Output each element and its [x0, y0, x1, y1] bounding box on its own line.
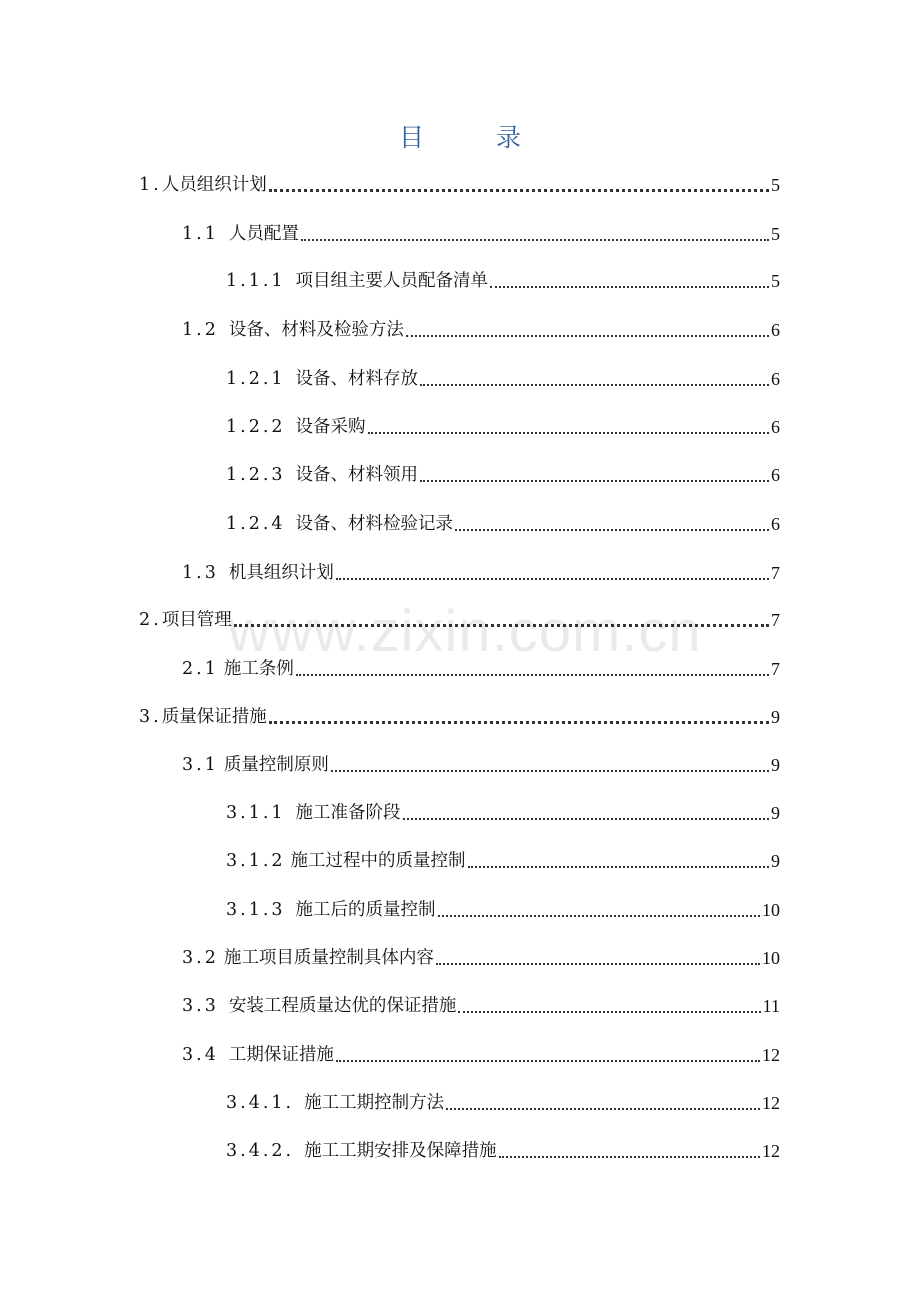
- toc-entry-number: 1.2.2: [226, 417, 286, 437]
- toc-entry-page-number: 12: [762, 1141, 780, 1161]
- toc-entry-title: 项目组主要人员配备清单: [295, 271, 489, 291]
- toc-entry-number: 3.: [139, 707, 162, 727]
- toc-title: [0, 116, 920, 156]
- toc-dot-leader: [301, 239, 769, 241]
- toc-entry-page-number: 10: [762, 900, 780, 920]
- toc-entry-number: 3.1.2: [226, 851, 286, 871]
- toc-entry-title: 施工条例: [223, 659, 294, 679]
- toc-entry-title: 质量控制原则: [223, 755, 329, 775]
- toc-entry[interactable]: [182, 945, 780, 971]
- toc-entry[interactable]: [182, 993, 780, 1019]
- toc-entry-number: 3.4: [182, 1045, 219, 1065]
- toc-dot-leader: [468, 866, 769, 868]
- toc-entry-title: 机具组织计划: [228, 563, 334, 583]
- toc-entry-page-number: 6: [771, 514, 780, 534]
- toc-dot-leader: [296, 674, 769, 676]
- toc-dot-leader: [446, 1108, 760, 1110]
- toc-dot-leader: [436, 963, 760, 965]
- toc-entry-page-number: 12: [762, 1045, 780, 1065]
- toc-entry-title: 人员配置: [228, 224, 299, 244]
- toc-title-char-1: 目: [398, 123, 424, 152]
- toc-entry-title: 施工准备阶段: [295, 803, 401, 823]
- toc-entry-page-number: 6: [771, 320, 780, 340]
- toc-entry-number: 1.2: [182, 320, 219, 340]
- toc-entry[interactable]: [182, 752, 780, 778]
- toc-entry-page-number: 11: [762, 996, 780, 1016]
- toc-entry-title: 施工工期安排及保障措施: [304, 1141, 497, 1161]
- toc-dot-leader: [420, 480, 769, 482]
- toc-entry-title: 设备、材料检验记录: [295, 514, 454, 534]
- toc-entry[interactable]: [182, 560, 780, 586]
- toc-dot-leader: [438, 915, 760, 917]
- toc-entry-page-number: 6: [771, 465, 780, 485]
- toc-entry-number: 1.2.1: [226, 369, 286, 389]
- toc-dot-leader: [331, 770, 769, 772]
- toc-dot-leader: [455, 529, 769, 531]
- toc-entry-number: 3.3: [182, 996, 219, 1016]
- toc-entry[interactable]: [226, 414, 780, 440]
- toc-entry[interactable]: [182, 656, 780, 682]
- watermark: www.zixin.com.cn: [228, 599, 702, 664]
- toc-dot-leader: [458, 1011, 760, 1013]
- toc-entry[interactable]: [182, 221, 780, 247]
- toc-entry-page-number: 7: [771, 610, 780, 630]
- toc-entry-page-number: 10: [762, 948, 780, 968]
- toc-dot-leader: [234, 624, 769, 627]
- toc-dot-leader: [336, 578, 769, 580]
- toc-entry-title: 设备、材料及检验方法: [228, 320, 404, 340]
- toc-dot-leader: [406, 335, 769, 337]
- toc-entry-number: 3.1.3: [226, 900, 286, 920]
- toc-entry-number: 1.1.1: [226, 271, 286, 291]
- toc-entry[interactable]: [139, 172, 780, 198]
- toc-entry[interactable]: [226, 1138, 780, 1164]
- toc-dot-leader: [269, 721, 769, 724]
- toc-entry-title: 施工工期控制方法: [304, 1093, 445, 1113]
- toc-entry-page-number: 9: [771, 707, 780, 727]
- toc-entry[interactable]: [139, 704, 780, 730]
- toc-entry-title: 设备采购: [295, 417, 366, 437]
- toc-entry[interactable]: [182, 317, 780, 343]
- toc-entry-page-number: 7: [771, 563, 780, 583]
- toc-title-char-2: 录: [496, 123, 522, 152]
- toc-entry-number: 2.: [139, 610, 162, 630]
- toc-entry-page-number: 9: [771, 851, 780, 871]
- toc-entry-title: 项目管理: [161, 610, 232, 630]
- toc-entry[interactable]: [182, 1042, 780, 1068]
- toc-entry-number: 3.2: [182, 948, 219, 968]
- toc-entry-page-number: 9: [771, 803, 780, 823]
- toc-entry[interactable]: [226, 462, 780, 488]
- toc-entry-number: 2.1: [182, 659, 219, 679]
- toc-dot-leader: [269, 189, 769, 192]
- toc-entry-number: 1.1: [182, 224, 219, 244]
- toc-entry-number: 3.4.1.: [226, 1093, 295, 1113]
- toc-entry-title: 安装工程质量达优的保证措施: [228, 996, 457, 1016]
- toc-entry-page-number: 6: [771, 417, 780, 437]
- toc-entry[interactable]: [226, 366, 780, 392]
- toc-entry-page-number: 9: [771, 755, 780, 775]
- toc-entry[interactable]: [226, 897, 780, 923]
- toc-entry-page-number: 7: [771, 659, 780, 679]
- toc-entry-page-number: 5: [771, 224, 780, 244]
- toc-entry-title: 设备、材料存放: [295, 369, 419, 389]
- toc-entry-title: 设备、材料领用: [295, 465, 419, 485]
- toc-dot-leader: [403, 818, 769, 820]
- toc-entry-title: 人员组织计划: [161, 175, 267, 195]
- toc-dot-leader: [336, 1060, 760, 1062]
- toc-entry-title: 施工项目质量控制具体内容: [223, 948, 434, 968]
- toc-entry-page-number: 6: [771, 369, 780, 389]
- toc-entry[interactable]: [139, 607, 780, 633]
- toc-entry-page-number: 12: [762, 1093, 780, 1113]
- toc-dot-leader: [499, 1156, 760, 1158]
- toc-entry-number: 1.2.4: [226, 514, 286, 534]
- toc-entry[interactable]: [226, 800, 780, 826]
- toc-entry-number: 1.: [139, 175, 162, 195]
- toc-entry-title: 质量保证措施: [161, 707, 267, 727]
- toc-dot-leader: [490, 286, 769, 288]
- toc-entry-number: 3.1.1: [226, 803, 286, 823]
- toc-entry-title: 工期保证措施: [228, 1045, 334, 1065]
- toc-entry-number: 1.3: [182, 563, 219, 583]
- toc-dot-leader: [420, 384, 769, 386]
- toc-entry-number: 3.4.2.: [226, 1141, 295, 1161]
- toc-entry-number: 1.2.3: [226, 465, 286, 485]
- toc-entry-number: 3.1: [182, 755, 219, 775]
- toc-entry[interactable]: [226, 268, 780, 294]
- toc-dot-leader: [368, 432, 769, 434]
- toc-entry-page-number: 5: [771, 271, 780, 291]
- toc-entry[interactable]: [226, 1090, 780, 1116]
- toc-entry-page-number: 5: [771, 175, 780, 195]
- toc-entry-title: 施工后的质量控制: [295, 900, 436, 920]
- toc-entry-title: 施工过程中的质量控制: [290, 851, 466, 871]
- toc-entry[interactable]: [226, 511, 780, 537]
- toc-entry[interactable]: [226, 848, 780, 874]
